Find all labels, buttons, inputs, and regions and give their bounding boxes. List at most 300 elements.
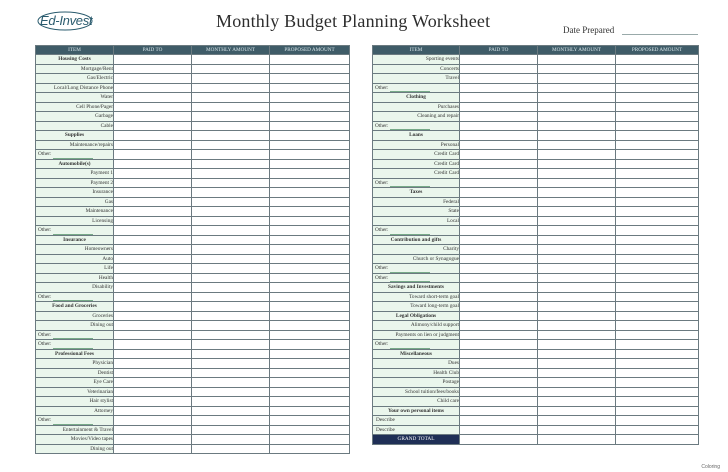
monthly-amount-cell[interactable]	[538, 330, 616, 340]
other-description-field[interactable]	[390, 276, 430, 282]
item-label	[36, 330, 114, 340]
monthly-amount-cell[interactable]	[192, 207, 270, 217]
row-label-text: Alimony/child support	[410, 322, 459, 328]
proposed-amount-cell[interactable]	[270, 283, 350, 293]
paid-to-cell[interactable]	[114, 349, 192, 359]
paid-to-cell[interactable]	[460, 311, 538, 321]
paid-to-cell[interactable]	[460, 254, 538, 264]
paid-to-cell[interactable]	[114, 235, 192, 245]
monthly-amount-cell[interactable]	[192, 321, 270, 331]
other-description-field[interactable]	[390, 181, 430, 187]
proposed-amount-cell[interactable]	[616, 378, 699, 388]
proposed-amount-cell[interactable]	[616, 102, 699, 112]
item-label	[36, 340, 114, 350]
other-description-field[interactable]	[53, 153, 93, 159]
proposed-amount-cell[interactable]	[270, 397, 350, 407]
monthly-amount-cell[interactable]	[192, 416, 270, 426]
paid-to-cell[interactable]	[114, 64, 192, 74]
monthly-amount-cell[interactable]	[192, 83, 270, 93]
paid-to-cell[interactable]	[114, 112, 192, 122]
paid-to-cell[interactable]	[460, 102, 538, 112]
paid-to-cell[interactable]	[114, 93, 192, 103]
paid-to-cell[interactable]	[460, 368, 538, 378]
table-row	[373, 302, 699, 312]
monthly-amount-cell[interactable]	[192, 216, 270, 226]
table-row	[36, 273, 350, 283]
proposed-amount-cell[interactable]	[616, 292, 699, 302]
paid-to-cell[interactable]	[114, 197, 192, 207]
table-row	[373, 197, 699, 207]
proposed-amount-cell[interactable]	[270, 121, 350, 131]
row-label-text: Credit Card	[434, 170, 459, 176]
monthly-amount-cell[interactable]	[192, 140, 270, 150]
monthly-amount-cell[interactable]	[538, 397, 616, 407]
monthly-amount-cell[interactable]	[538, 254, 616, 264]
proposed-amount-cell[interactable]	[616, 283, 699, 293]
monthly-amount-cell[interactable]	[538, 321, 616, 331]
table-row	[373, 349, 699, 359]
proposed-amount-cell[interactable]	[616, 188, 699, 198]
proposed-amount-cell[interactable]	[616, 321, 699, 331]
monthly-amount-cell[interactable]	[538, 264, 616, 274]
paid-to-cell[interactable]	[460, 188, 538, 198]
proposed-amount-cell[interactable]	[616, 425, 699, 435]
proposed-amount-cell[interactable]	[270, 112, 350, 122]
row-label-text: Licensing	[92, 217, 113, 224]
monthly-amount-cell[interactable]	[538, 93, 616, 103]
paid-to-cell[interactable]	[114, 83, 192, 93]
paid-to-cell[interactable]	[460, 387, 538, 397]
monthly-amount-cell[interactable]	[192, 311, 270, 321]
paid-to-cell[interactable]	[460, 235, 538, 245]
proposed-amount-cell[interactable]	[616, 406, 699, 416]
proposed-amount-cell[interactable]	[616, 93, 699, 103]
proposed-amount-cell[interactable]	[616, 302, 699, 312]
proposed-amount-cell[interactable]	[270, 150, 350, 160]
monthly-amount-cell[interactable]	[192, 340, 270, 350]
paid-to-cell[interactable]	[460, 359, 538, 369]
paid-to-cell[interactable]	[114, 188, 192, 198]
monthly-amount-cell[interactable]	[192, 264, 270, 274]
paid-to-cell[interactable]	[460, 283, 538, 293]
paid-to-cell[interactable]	[114, 378, 192, 388]
proposed-amount-cell[interactable]	[616, 359, 699, 369]
item-label	[36, 140, 114, 150]
monthly-amount-cell[interactable]	[192, 283, 270, 293]
other-description-field[interactable]	[53, 229, 93, 235]
paid-to-cell[interactable]	[460, 178, 538, 188]
monthly-amount-cell[interactable]	[538, 169, 616, 179]
proposed-amount-cell[interactable]	[270, 216, 350, 226]
monthly-amount-cell[interactable]	[192, 121, 270, 131]
row-label-text: Describe	[376, 426, 395, 433]
monthly-amount-cell[interactable]	[192, 93, 270, 103]
monthly-amount-cell[interactable]	[192, 197, 270, 207]
proposed-amount-cell[interactable]	[270, 311, 350, 321]
paid-to-cell[interactable]	[114, 397, 192, 407]
monthly-amount-cell[interactable]	[192, 302, 270, 312]
paid-to-cell[interactable]	[460, 55, 538, 65]
proposed-amount-cell[interactable]	[616, 340, 699, 350]
paid-to-cell[interactable]	[460, 302, 538, 312]
row-label-text: Insurance	[92, 189, 113, 195]
paid-to-cell[interactable]	[114, 245, 192, 255]
proposed-amount-cell[interactable]	[270, 378, 350, 388]
page-title: Monthly Budget Planning Worksheet	[216, 11, 491, 31]
paid-to-cell[interactable]	[460, 112, 538, 122]
proposed-amount-cell[interactable]	[616, 235, 699, 245]
paid-to-cell[interactable]	[114, 321, 192, 331]
proposed-amount-cell[interactable]	[616, 226, 699, 236]
monthly-amount-cell[interactable]	[538, 102, 616, 112]
paid-to-cell[interactable]	[114, 159, 192, 169]
proposed-amount-cell[interactable]	[270, 359, 350, 369]
paid-to-cell[interactable]	[114, 226, 192, 236]
monthly-amount-cell[interactable]	[192, 397, 270, 407]
monthly-amount-cell[interactable]	[538, 112, 616, 122]
footer-credit: Coloring	[701, 464, 720, 470]
paid-to-cell[interactable]	[114, 359, 192, 369]
monthly-amount-cell[interactable]	[538, 387, 616, 397]
paid-to-cell[interactable]	[114, 207, 192, 217]
paid-to-cell[interactable]	[460, 330, 538, 340]
monthly-amount-cell[interactable]	[538, 283, 616, 293]
monthly-amount-cell[interactable]	[192, 387, 270, 397]
row-label-text: Maintenance/repairs	[69, 141, 113, 148]
paid-to-cell[interactable]	[460, 425, 538, 435]
paid-to-cell[interactable]	[114, 254, 192, 264]
proposed-amount-cell[interactable]	[270, 254, 350, 264]
paid-to-cell[interactable]	[114, 340, 192, 350]
monthly-amount-cell[interactable]	[192, 226, 270, 236]
monthly-amount-cell[interactable]	[538, 302, 616, 312]
proposed-amount-cell[interactable]	[270, 131, 350, 141]
paid-to-cell[interactable]	[460, 321, 538, 331]
proposed-amount-cell[interactable]	[616, 397, 699, 407]
proposed-amount-cell[interactable]	[270, 102, 350, 112]
proposed-amount-cell[interactable]	[270, 425, 350, 435]
paid-to-cell[interactable]	[114, 283, 192, 293]
monthly-amount-cell[interactable]	[538, 349, 616, 359]
paid-to-cell[interactable]	[114, 435, 192, 445]
proposed-amount-cell[interactable]	[270, 435, 350, 445]
paid-to-cell[interactable]	[114, 302, 192, 312]
proposed-amount-cell[interactable]	[616, 207, 699, 217]
monthly-amount-cell[interactable]	[538, 150, 616, 160]
paid-to-cell[interactable]	[460, 378, 538, 388]
monthly-amount-cell[interactable]	[192, 406, 270, 416]
monthly-amount-cell[interactable]	[192, 254, 270, 264]
proposed-amount-cell[interactable]	[616, 416, 699, 426]
paid-to-cell[interactable]	[114, 311, 192, 321]
proposed-amount-cell[interactable]	[616, 311, 699, 321]
monthly-amount-cell[interactable]	[192, 235, 270, 245]
proposed-amount-cell[interactable]	[270, 226, 350, 236]
other-description-field[interactable]	[390, 343, 430, 349]
monthly-amount-cell[interactable]	[192, 102, 270, 112]
monthly-amount-cell[interactable]	[192, 188, 270, 198]
paid-to-cell[interactable]	[460, 349, 538, 359]
row-label-text: Purchases	[437, 103, 459, 110]
table-row	[36, 264, 350, 274]
proposed-amount-cell[interactable]	[270, 178, 350, 188]
monthly-amount-cell[interactable]	[538, 416, 616, 426]
monthly-amount-cell[interactable]	[192, 245, 270, 255]
proposed-amount-cell[interactable]	[270, 169, 350, 179]
monthly-amount-cell[interactable]	[538, 216, 616, 226]
proposed-amount-cell[interactable]	[616, 387, 699, 397]
proposed-amount-cell[interactable]	[270, 93, 350, 103]
paid-to-cell[interactable]	[114, 368, 192, 378]
monthly-amount-cell[interactable]	[192, 178, 270, 188]
monthly-amount-cell[interactable]	[192, 131, 270, 141]
monthly-amount-cell[interactable]	[538, 131, 616, 141]
monthly-amount-cell[interactable]	[538, 425, 616, 435]
paid-to-cell[interactable]	[114, 140, 192, 150]
paid-to-cell[interactable]	[114, 150, 192, 160]
proposed-amount-cell[interactable]	[616, 330, 699, 340]
monthly-amount-cell[interactable]	[538, 359, 616, 369]
item-label	[373, 292, 460, 302]
paid-to-cell[interactable]	[460, 264, 538, 274]
paid-to-cell[interactable]	[114, 444, 192, 454]
paid-to-cell[interactable]	[460, 245, 538, 255]
proposed-amount-cell[interactable]	[616, 131, 699, 141]
monthly-amount-cell[interactable]	[538, 292, 616, 302]
monthly-amount-cell[interactable]	[192, 444, 270, 454]
monthly-amount-cell[interactable]	[538, 406, 616, 416]
proposed-amount-cell[interactable]	[270, 140, 350, 150]
monthly-amount-cell[interactable]	[192, 330, 270, 340]
monthly-amount-cell[interactable]	[192, 169, 270, 179]
paid-to-cell[interactable]	[460, 197, 538, 207]
proposed-amount-cell[interactable]	[270, 330, 350, 340]
proposed-amount-cell[interactable]	[616, 169, 699, 179]
paid-to-cell[interactable]	[114, 216, 192, 226]
proposed-amount-cell[interactable]	[616, 159, 699, 169]
paid-to-cell[interactable]	[460, 64, 538, 74]
monthly-amount-cell[interactable]	[538, 378, 616, 388]
monthly-amount-cell[interactable]	[192, 112, 270, 122]
other-description-field[interactable]	[53, 419, 93, 425]
proposed-amount-cell[interactable]	[270, 64, 350, 74]
proposed-amount-cell[interactable]	[616, 245, 699, 255]
paid-to-cell[interactable]	[114, 131, 192, 141]
table-row	[373, 112, 699, 122]
monthly-amount-cell[interactable]	[192, 292, 270, 302]
monthly-amount-cell[interactable]	[538, 64, 616, 74]
monthly-amount-cell[interactable]	[538, 121, 616, 131]
proposed-amount-cell[interactable]	[270, 235, 350, 245]
proposed-amount-cell[interactable]	[616, 64, 699, 74]
paid-to-cell[interactable]	[114, 102, 192, 112]
paid-to-cell[interactable]	[460, 150, 538, 160]
proposed-amount-cell[interactable]	[270, 349, 350, 359]
monthly-amount-cell[interactable]	[192, 425, 270, 435]
paid-to-cell[interactable]	[460, 159, 538, 169]
monthly-amount-cell[interactable]	[538, 83, 616, 93]
monthly-amount-cell[interactable]	[192, 359, 270, 369]
proposed-amount-cell[interactable]	[616, 349, 699, 359]
monthly-amount-cell[interactable]	[192, 64, 270, 74]
other-description-field[interactable]	[390, 267, 430, 273]
proposed-amount-cell[interactable]	[270, 74, 350, 84]
proposed-amount-cell[interactable]	[270, 444, 350, 454]
paid-to-cell[interactable]	[460, 140, 538, 150]
item-label	[36, 102, 114, 112]
other-description-field[interactable]	[390, 86, 430, 92]
paid-to-cell[interactable]	[114, 292, 192, 302]
proposed-amount-cell[interactable]	[270, 159, 350, 169]
monthly-amount-cell[interactable]	[538, 245, 616, 255]
other-description-field[interactable]	[53, 295, 93, 301]
monthly-amount-cell[interactable]	[538, 273, 616, 283]
section-label	[373, 349, 460, 359]
item-label	[36, 416, 114, 426]
proposed-amount-cell[interactable]	[270, 188, 350, 198]
proposed-amount-cell[interactable]	[616, 112, 699, 122]
monthly-amount-cell[interactable]	[538, 55, 616, 65]
paid-to-cell[interactable]	[460, 226, 538, 236]
proposed-amount-cell[interactable]	[270, 197, 350, 207]
proposed-amount-cell[interactable]	[270, 55, 350, 65]
paid-to-cell[interactable]	[114, 330, 192, 340]
proposed-amount-cell[interactable]	[616, 121, 699, 131]
row-label-text: Describe	[376, 417, 395, 423]
monthly-amount-cell[interactable]	[192, 349, 270, 359]
monthly-amount-cell[interactable]	[538, 226, 616, 236]
proposed-amount-cell[interactable]	[616, 435, 699, 445]
monthly-amount-cell[interactable]	[192, 273, 270, 283]
monthly-amount-cell[interactable]	[538, 368, 616, 378]
proposed-amount-cell[interactable]	[270, 273, 350, 283]
other-description-field[interactable]	[390, 124, 430, 130]
paid-to-cell[interactable]	[114, 55, 192, 65]
paid-to-cell[interactable]	[114, 74, 192, 84]
paid-to-cell[interactable]	[460, 406, 538, 416]
row-label-text: Disability	[92, 284, 113, 290]
monthly-amount-cell[interactable]	[538, 207, 616, 217]
monthly-amount-cell[interactable]	[192, 435, 270, 445]
proposed-amount-cell[interactable]	[270, 245, 350, 255]
paid-to-cell[interactable]	[460, 74, 538, 84]
paid-to-cell[interactable]	[114, 169, 192, 179]
monthly-amount-cell[interactable]	[538, 74, 616, 84]
monthly-amount-cell[interactable]	[192, 150, 270, 160]
paid-to-cell[interactable]	[114, 406, 192, 416]
paid-to-cell[interactable]	[460, 131, 538, 141]
proposed-amount-cell[interactable]	[270, 292, 350, 302]
proposed-amount-cell[interactable]	[270, 207, 350, 217]
paid-to-cell[interactable]	[114, 387, 192, 397]
proposed-amount-cell[interactable]	[270, 368, 350, 378]
monthly-amount-cell[interactable]	[192, 159, 270, 169]
row-label-text: Contribution and gifts	[390, 236, 442, 243]
monthly-amount-cell[interactable]	[538, 140, 616, 150]
paid-to-cell[interactable]	[114, 178, 192, 188]
col-header-paid-to: PAID TO	[114, 46, 192, 55]
row-label-text: Cable	[100, 122, 113, 129]
proposed-amount-cell[interactable]	[270, 83, 350, 93]
paid-to-cell[interactable]	[460, 292, 538, 302]
monthly-amount-cell[interactable]	[192, 378, 270, 388]
grand-total-label	[373, 435, 460, 445]
proposed-amount-cell[interactable]	[270, 264, 350, 274]
monthly-amount-cell[interactable]	[538, 235, 616, 245]
paid-to-cell[interactable]	[460, 93, 538, 103]
proposed-amount-cell[interactable]	[270, 340, 350, 350]
paid-to-cell[interactable]	[114, 416, 192, 426]
paid-to-cell[interactable]	[460, 83, 538, 93]
proposed-amount-cell[interactable]	[616, 216, 699, 226]
monthly-amount-cell[interactable]	[538, 197, 616, 207]
monthly-amount-cell[interactable]	[192, 368, 270, 378]
item-label	[373, 121, 460, 131]
paid-to-cell[interactable]	[460, 216, 538, 226]
proposed-amount-cell[interactable]	[616, 264, 699, 274]
paid-to-cell[interactable]	[114, 273, 192, 283]
proposed-amount-cell[interactable]	[270, 302, 350, 312]
proposed-amount-cell[interactable]	[616, 254, 699, 264]
proposed-amount-cell[interactable]	[616, 55, 699, 65]
proposed-amount-cell[interactable]	[616, 140, 699, 150]
table-row	[373, 368, 699, 378]
monthly-amount-cell[interactable]	[192, 55, 270, 65]
paid-to-cell[interactable]	[460, 397, 538, 407]
proposed-amount-cell[interactable]	[270, 416, 350, 426]
monthly-amount-cell[interactable]	[538, 311, 616, 321]
proposed-amount-cell[interactable]	[616, 83, 699, 93]
col-header-monthly-amount: MONTHLY AMOUNT	[538, 46, 616, 55]
proposed-amount-cell[interactable]	[616, 197, 699, 207]
monthly-amount-cell[interactable]	[538, 159, 616, 169]
monthly-amount-cell[interactable]	[538, 188, 616, 198]
proposed-amount-cell[interactable]	[616, 178, 699, 188]
paid-to-cell[interactable]	[460, 121, 538, 131]
col-header-paid-to: PAID TO	[460, 46, 538, 55]
paid-to-cell[interactable]	[114, 264, 192, 274]
proposed-amount-cell[interactable]	[270, 321, 350, 331]
date-prepared-field[interactable]	[622, 34, 698, 35]
monthly-amount-cell[interactable]	[192, 74, 270, 84]
paid-to-cell[interactable]	[114, 425, 192, 435]
paid-to-cell[interactable]	[114, 121, 192, 131]
paid-to-cell[interactable]	[460, 273, 538, 283]
table-row	[36, 254, 350, 264]
paid-to-cell[interactable]	[460, 340, 538, 350]
proposed-amount-cell[interactable]	[616, 74, 699, 84]
other-description-field[interactable]	[390, 229, 430, 235]
proposed-amount-cell[interactable]	[616, 273, 699, 283]
table-row	[373, 188, 699, 198]
proposed-amount-cell[interactable]	[270, 406, 350, 416]
other-description-field[interactable]	[53, 333, 93, 339]
proposed-amount-cell[interactable]	[616, 150, 699, 160]
proposed-amount-cell[interactable]	[616, 368, 699, 378]
monthly-amount-cell[interactable]	[538, 178, 616, 188]
monthly-amount-cell[interactable]	[538, 435, 616, 445]
paid-to-cell[interactable]	[460, 435, 538, 445]
paid-to-cell[interactable]	[460, 169, 538, 179]
proposed-amount-cell[interactable]	[270, 387, 350, 397]
row-label-text: Garbage	[95, 113, 113, 119]
other-description-field[interactable]	[53, 343, 93, 349]
monthly-amount-cell[interactable]	[538, 340, 616, 350]
paid-to-cell[interactable]	[460, 416, 538, 426]
item-label	[373, 83, 460, 93]
table-row	[36, 321, 350, 331]
paid-to-cell[interactable]	[460, 207, 538, 217]
